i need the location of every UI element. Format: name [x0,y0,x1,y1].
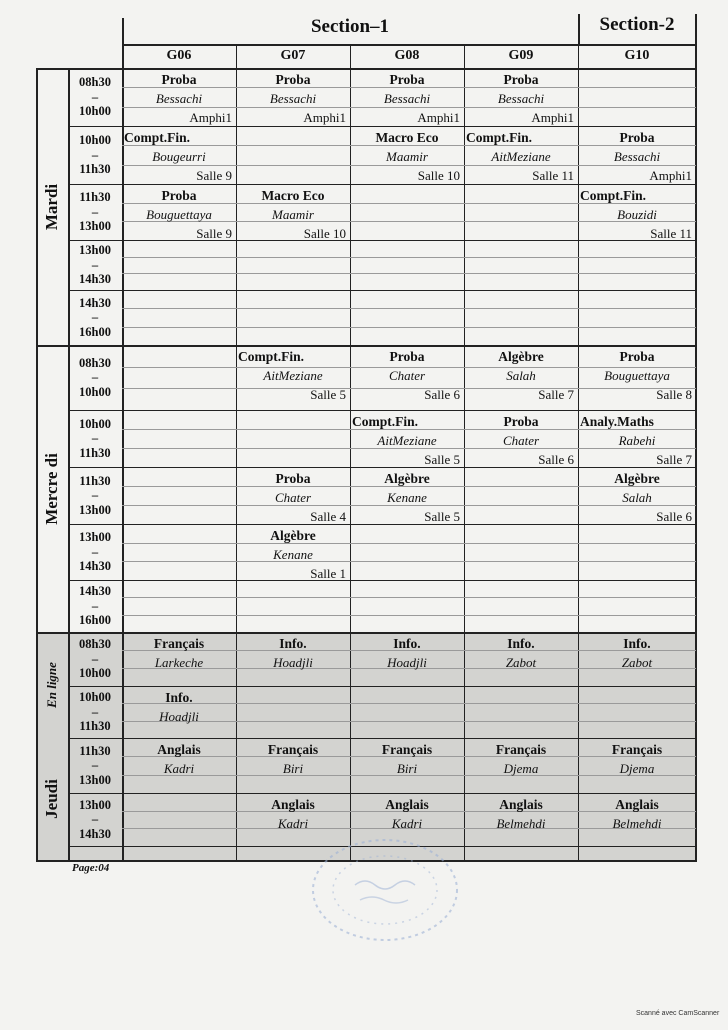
course-subject: Algèbre [270,528,316,543]
course-room: Salle 10 [303,226,346,241]
course-room: Salle 1 [310,566,346,581]
course-cell [238,186,348,239]
course-subject: Info. [393,636,421,651]
course-cell [124,186,234,239]
course-subject: Proba [389,72,425,87]
course-teacher: Kadri [391,816,423,831]
course-subject: Compt.Fin. [466,130,533,145]
time-start: 08h30 [79,637,111,651]
course-cell [580,795,694,845]
course-cell [466,128,576,183]
time-start: 11h30 [79,190,111,204]
time-slot [68,744,122,788]
time-end: 13h00 [79,219,111,233]
course-room: Salle 8 [656,387,692,402]
course-subject: Français [381,742,433,757]
course-subject: Français [611,742,663,757]
scanner-watermark: Scanné avec CamScanner [636,1010,720,1017]
time-separator: – [91,257,99,272]
course-room: Amphi1 [531,110,574,125]
course-cell [352,469,462,523]
course-subject: Proba [161,188,197,203]
course-cell [466,412,576,466]
course-room: Salle 6 [538,452,574,467]
course-subject: Anglais [499,797,543,812]
course-teacher: Djema [503,761,539,776]
grid-col-line [464,44,465,862]
course-cell [466,740,576,792]
course-teacher: Bouguettaya [604,368,670,383]
time-start: 08h30 [79,75,111,89]
course-teacher: Maamir [386,149,428,164]
course-room: Salle 5 [424,452,460,467]
time-end: 10h00 [79,384,111,399]
time-start: 11h30 [79,473,111,488]
course-subject: Anglais [615,797,659,812]
time-end: 10h00 [79,104,111,118]
time-separator: – [91,147,99,162]
time-slot [68,690,122,734]
ruling-line [122,273,696,274]
time-end: 10h00 [79,666,111,680]
slot-divider [68,580,696,581]
course-teacher: Chater [388,368,426,383]
course-subject: Proba [161,72,197,87]
slot-divider [68,410,696,411]
course-subject: Info. [279,636,307,651]
time-end: 16h00 [79,324,111,339]
course-teacher: Zabot [621,655,653,670]
course-teacher: Kadri [163,761,195,776]
course-cell [238,634,348,685]
group-header-g08: G08 [394,48,420,63]
time-separator: – [91,544,99,559]
slot-divider [68,686,696,687]
course-teacher: Maamir [272,207,314,222]
course-teacher: Salah [506,368,536,383]
course-cell [352,347,462,409]
course-subject: Compt.Fin. [352,414,419,429]
section-1-header: Section–1 [310,16,390,37]
time-end: 16h00 [79,613,111,627]
course-teacher: Belmehdi [612,816,662,831]
slot-divider [68,793,696,794]
time-slot [68,243,122,287]
time-end: 11h30 [79,719,111,733]
course-teacher: Rabehi [618,433,656,448]
ruling-line [122,615,696,616]
course-cell [580,128,694,183]
course-cell [124,128,234,183]
time-end: 13h00 [79,772,111,787]
course-teacher: Bouguettaya [146,207,212,222]
course-room: Salle 9 [196,168,232,183]
course-cell [124,688,234,737]
ruling-line [122,327,696,328]
course-room: Salle 5 [424,509,460,524]
time-end: 11h30 [79,162,111,176]
course-cell [352,128,462,183]
grid-col-line [350,44,351,862]
course-room: Salle 10 [417,168,460,183]
slot-divider [68,738,696,739]
course-teacher: Bougeurri [152,149,206,164]
official-stamp [300,830,470,950]
time-separator: – [91,758,99,772]
course-cell [124,740,234,792]
course-cell [352,70,462,125]
course-subject: Proba [275,471,311,486]
time-slot [68,474,122,518]
course-room: Salle 6 [656,509,692,524]
day-label-mercredi: Mercre di [42,452,61,525]
course-room: Salle 4 [310,509,346,524]
ruling-line [122,308,696,309]
course-cell [580,634,694,685]
grid-col-line [236,44,237,862]
course-teacher: Djema [619,761,655,776]
course-cell [238,526,348,579]
course-teacher: Hoadjli [159,709,199,724]
slot-divider [68,290,696,291]
course-subject: Compt.Fin. [238,349,305,364]
course-teacher: Bessachi [269,91,317,106]
course-teacher: Bouzidi [617,207,657,222]
course-room: Salle 6 [424,387,460,402]
course-teacher: Kenane [273,547,313,562]
time-slot [68,356,122,400]
time-slot [68,584,122,628]
course-subject: Français [495,742,547,757]
time-separator: – [91,370,99,384]
course-subject: Macro Eco [375,130,439,145]
time-separator: – [91,89,99,104]
course-teacher: Kadri [277,816,309,831]
course-subject: Anglais [157,742,201,757]
course-teacher: Larkeche [154,655,204,670]
course-teacher: Salah [622,490,652,505]
course-subject: Anglais [271,797,315,812]
course-cell [466,634,576,685]
course-teacher: Biri [282,761,304,776]
course-subject: Français [153,636,205,651]
course-cell [124,634,234,685]
time-separator: – [91,204,99,219]
time-start: 13h00 [79,243,111,257]
page-number: Page:04 [72,862,110,874]
course-cell [466,347,576,409]
time-end: 11h30 [79,445,111,460]
time-end: 14h30 [79,272,111,286]
course-cell [238,70,348,125]
time-start: 10h00 [79,416,111,431]
course-teacher: AitMeziane [491,149,551,164]
section-2-header: Section-2 [599,14,675,35]
course-subject: Compt.Fin. [124,130,191,145]
grid-col-line [578,44,579,862]
course-cell [238,740,348,792]
course-subject: Info. [165,690,193,705]
ruling-line [122,597,696,598]
course-cell [238,347,348,409]
course-subject: Info. [623,636,651,651]
course-teacher: Hoadjli [387,655,427,670]
time-separator: – [91,651,99,666]
course-subject: Proba [503,414,539,429]
time-slot [68,798,122,842]
course-subject: Compt.Fin. [580,188,647,203]
time-end: 13h00 [79,502,111,517]
ruling-line [122,543,696,544]
course-room: Salle 5 [310,387,346,402]
course-cell [580,469,694,523]
time-end: 14h30 [79,826,111,841]
course-teacher: AitMeziane [377,433,437,448]
course-subject: Proba [503,72,539,87]
course-cell [466,70,576,125]
group-header-g07: G07 [280,48,306,63]
course-room: Salle 7 [538,387,574,402]
time-start: 13h00 [79,530,111,544]
time-start: 08h30 [79,355,111,370]
course-cell [580,347,694,409]
course-teacher: Bessachi [497,91,545,106]
time-start: 10h00 [79,133,111,147]
course-teacher: Chater [274,490,312,505]
course-room: Amphi1 [417,110,460,125]
online-label: En ligne [44,662,59,708]
group-header-g06: G06 [166,48,192,63]
group-header-g09: G09 [508,48,534,63]
group-header-g10: G10 [624,48,650,63]
course-teacher: Bessachi [155,91,203,106]
time-slot [68,190,122,234]
course-cell [580,740,694,792]
time-separator: – [91,704,99,719]
course-teacher: AitMeziane [263,368,323,383]
time-slot [68,417,122,461]
time-start: 10h00 [79,690,111,704]
time-start: 13h00 [79,797,111,812]
course-subject: Info. [507,636,535,651]
course-teacher: Biri [396,761,418,776]
course-subject: Proba [619,130,655,145]
course-subject: Français [267,742,319,757]
course-room: Salle 11 [532,168,574,183]
course-cell [238,469,348,523]
time-separator: – [91,812,99,826]
time-start: 14h30 [79,295,111,310]
course-teacher: Chater [502,433,540,448]
course-subject: Proba [275,72,311,87]
course-cell [466,795,576,845]
course-teacher: Kenane [387,490,427,505]
course-teacher: Zabot [505,655,537,670]
time-end: 14h30 [79,559,111,573]
course-room: Amphi1 [303,110,346,125]
time-separator: – [91,488,99,502]
course-room: Salle 7 [656,452,692,467]
course-teacher: Bessachi [383,91,431,106]
time-separator: – [91,310,99,324]
course-cell [352,634,462,685]
time-slot [68,296,122,340]
course-subject: Anglais [385,797,429,812]
right-border [695,14,697,862]
course-subject: Macro Eco [261,188,325,203]
course-subject: Proba [389,349,425,364]
course-cell [580,412,694,466]
course-room: Amphi1 [649,168,692,183]
course-teacher: Bessachi [613,149,661,164]
time-slot [68,530,122,574]
course-room: Salle 11 [650,226,692,241]
time-slot [68,75,122,119]
time-start: 11h30 [79,743,111,758]
time-separator: – [91,598,99,613]
time-separator: – [91,431,99,445]
course-room: Salle 9 [196,226,232,241]
time-slot [68,133,122,177]
course-subject: Proba [619,349,655,364]
time-start: 14h30 [79,584,111,598]
course-cell [352,412,462,466]
course-subject: Analy.Maths [580,414,654,429]
ruling-line [122,561,696,562]
course-subject: Algèbre [614,471,660,486]
course-teacher: Belmehdi [496,816,546,831]
course-cell [124,70,234,125]
course-cell [580,186,694,239]
ruling-line [122,257,696,258]
time-slot [68,637,122,681]
header-group-rule [122,44,696,46]
course-subject: Algèbre [384,471,430,486]
course-subject: Algèbre [498,349,544,364]
course-room: Amphi1 [189,110,232,125]
day-label-mardi: Mardi [42,183,61,230]
course-cell [352,740,462,792]
course-teacher: Hoadjli [273,655,313,670]
day-label-jeudi: Jeudi [42,779,61,819]
